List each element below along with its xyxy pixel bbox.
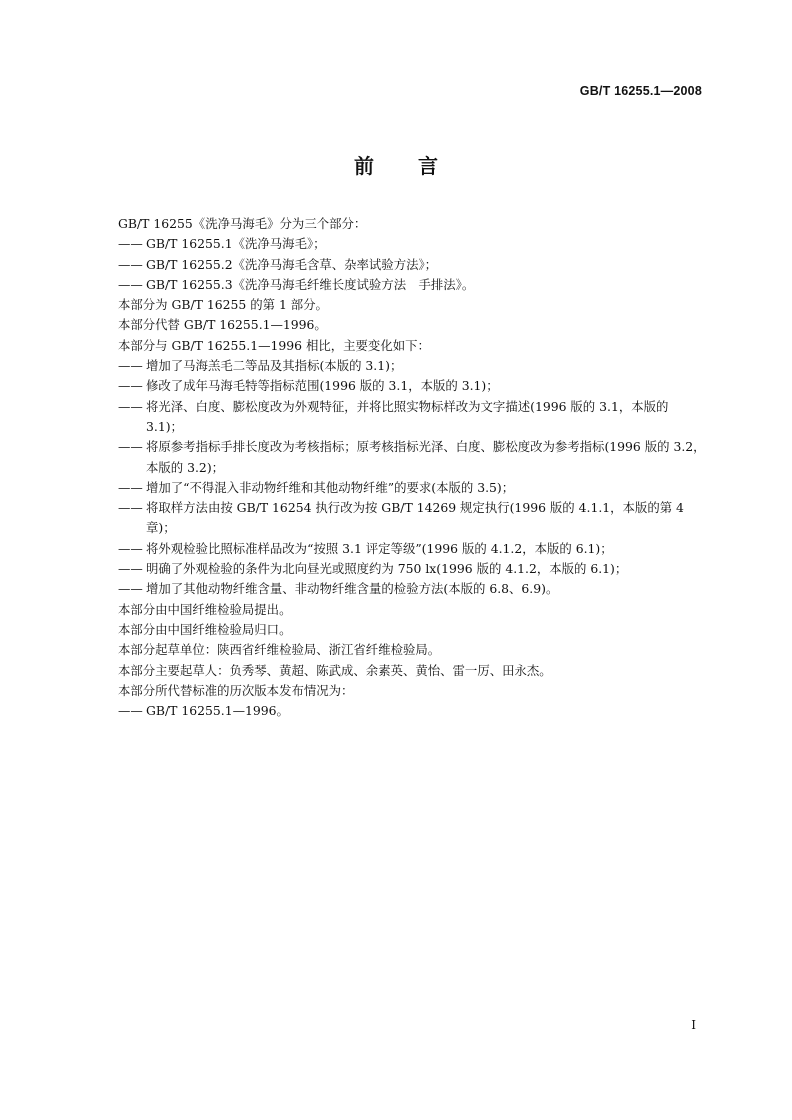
- foreword-body: [118, 214, 706, 721]
- paragraph: GB/T 16255《洗净马海毛》分为三个部分：: [118, 216, 367, 231]
- list-dash: ——: [118, 358, 143, 374]
- paragraph: 本部分由中国纤维检验局归口。: [118, 621, 292, 637]
- list-dash: ——: [118, 479, 143, 495]
- list-item: [118, 275, 706, 295]
- list-item-text: GB/T 16255.1《洗净马海毛》；: [146, 236, 326, 252]
- list-dash: ——: [118, 561, 143, 577]
- list-item: [118, 234, 706, 254]
- list-item: [118, 478, 706, 498]
- list-item-text: GB/T 16255.3《洗净马海毛纤维长度试验方法 手排法》。: [146, 276, 475, 292]
- paragraph: 本部分由中国纤维检验局提出。: [118, 601, 292, 617]
- list-item-text: GB/T 16255.2《洗净马海毛含草、杂率试验方法》；: [146, 256, 438, 272]
- list-dash: ——: [118, 540, 143, 556]
- paragraph: 本部分与 GB/T 16255.1—1996 相比，主要变化如下：: [118, 337, 430, 353]
- list-item-text: 将取样方法由按 GB/T 16254 执行改为按 GB/T 14269 规定执行(1996 版的 4.1.1，本版的第 4 章)；: [146, 500, 684, 536]
- list-item: [118, 498, 706, 539]
- list-item-text: 增加了其他动物纤维含量、非动物纤维含量的检验方法(本版的 6.8、6.9)。: [146, 581, 559, 597]
- list-item: [118, 397, 706, 438]
- list-dash: ——: [118, 439, 143, 455]
- paragraph: 本部分代替 GB/T 16255.1—1996。: [118, 317, 327, 333]
- list-dash: ——: [118, 398, 143, 414]
- list-item: [118, 539, 706, 559]
- list-dash: ——: [118, 703, 143, 719]
- list-dash: ——: [118, 500, 143, 516]
- list-item-text: 将原参考指标手排长度改为考核指标；原考核指标光泽、白度、膨松度改为参考指标(1996 版的 3.2，本版的 3.2)；: [146, 439, 706, 475]
- list-item: [118, 376, 706, 396]
- list-dash: ——: [118, 378, 143, 394]
- list-dash: ——: [118, 581, 143, 597]
- list-dash: ——: [118, 276, 143, 292]
- paragraph: 本部分起草单位：陕西省纤维检验局、浙江省纤维检验局。: [118, 642, 441, 658]
- page-number: I: [691, 1018, 696, 1032]
- list-item-text: 将外观检验比照标准样品改为“按照 3.1 评定等级”(1996 版的 4.1.2，本版的 6.1)；: [146, 540, 613, 556]
- list-item-text: 明确了外观检验的条件为北向昼光或照度约为 750 lx(1996 版的 4.1.2，本版的 6.1)；: [146, 561, 628, 577]
- list-item-text: GB/T 16255.1—1996。: [146, 703, 289, 719]
- list-dash: ——: [118, 236, 143, 252]
- list-item-text: 将光泽、白度、膨松度改为外观特征，并将比照实物标样改为文字描述(1996 版的 3.1，本版的 3.1)；: [146, 398, 669, 434]
- list-item: [118, 579, 706, 599]
- list-dash: ——: [118, 256, 143, 272]
- list-item: [118, 356, 706, 376]
- paragraph: 本部分主要起草人：负秀琴、黄超、陈武成、余素英、黄怡、雷一厉、田永杰。: [118, 662, 552, 678]
- list-item-text: 增加了马海羔毛二等品及其指标(本版的 3.1)；: [146, 358, 403, 374]
- paragraph: 本部分所代替标准的历次版本发布情况为：: [118, 682, 354, 698]
- list-item: [118, 559, 706, 579]
- list-item: [118, 701, 706, 721]
- page-title: 前言: [354, 154, 482, 178]
- standard-number: GB/T 16255.1—2008: [579, 84, 702, 98]
- list-item-text: 修改了成年马海毛特等指标范围(1996 版的 3.1，本版的 3.1)；: [146, 378, 499, 394]
- list-item-text: 增加了“不得混入非动物纤维和其他动物纤维”的要求(本版的 3.5)；: [146, 479, 515, 495]
- list-item: [118, 437, 706, 478]
- list-item: [118, 255, 706, 275]
- paragraph: 本部分为 GB/T 16255 的第 1 部分。: [118, 297, 328, 313]
